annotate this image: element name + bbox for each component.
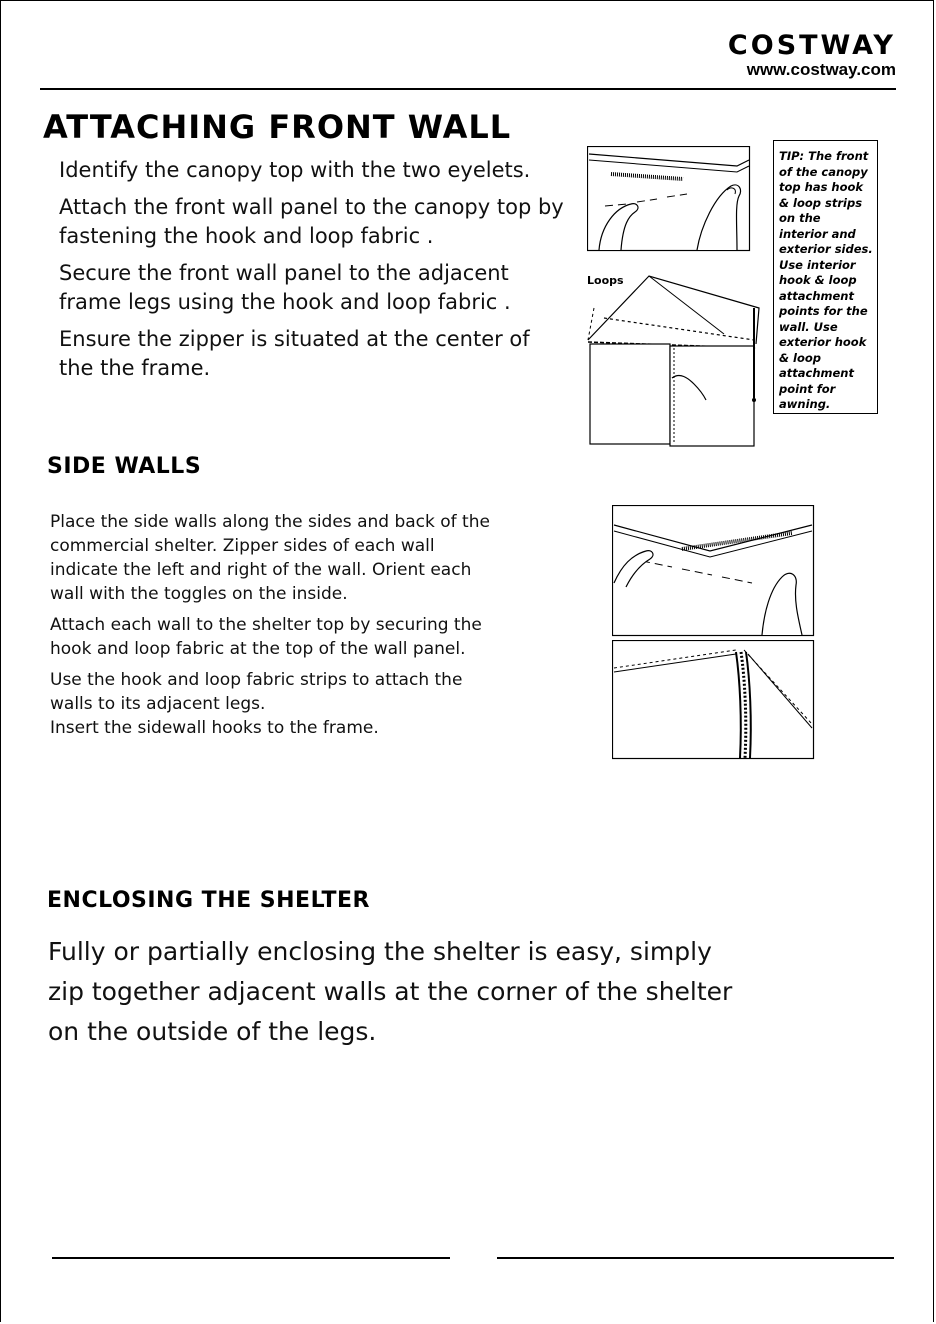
tip-box: TIP: The front of the canopy top has hook & loop strips on the interior and exterior sides. Use interior hook & loop attachment points for the wall. Use exterior hook & loop attachment point for awning. bbox=[773, 140, 878, 414]
brand-logo: COSTWAY bbox=[727, 30, 896, 61]
side-wall-steps bbox=[50, 510, 500, 747]
front-step-3: Secure the front wall panel to the adjacent frame legs using the hook and loop fabric . bbox=[59, 261, 511, 314]
brand-url: www.costway.com bbox=[746, 60, 896, 79]
figure-side-wall-top bbox=[612, 505, 815, 637]
section-title-front-wall: ATTACHING FRONT WALL bbox=[43, 108, 512, 146]
enclosing-text: Fully or partially enclosing the shelter is easy, simply zip together adjacent walls at the corner of the shelter on the outside of the legs. bbox=[48, 937, 733, 1046]
side-step-2: Attach each wall to the shelter top by securing the hook and loop fabric at the top of the wall panel. bbox=[50, 615, 482, 659]
header-divider bbox=[40, 88, 896, 90]
brand-header bbox=[728, 32, 896, 80]
side-step-1: Place the side walls along the sides and back of the commercial shelter. Zipper sides of each wall indicate the left and right of the wall. Orient each wall with the toggles on the inside. bbox=[50, 512, 490, 604]
section-title-side-walls: SIDE WALLS bbox=[47, 454, 202, 479]
section-title-enclosing: ENCLOSING THE SHELTER bbox=[47, 888, 370, 913]
loops-label: Loops bbox=[587, 274, 624, 287]
figure-side-wall-zipper bbox=[612, 640, 815, 760]
front-wall-steps bbox=[59, 156, 564, 391]
footer-rule-left bbox=[52, 1257, 450, 1259]
figure-front-wall-tent bbox=[584, 268, 774, 450]
figure-attach-canopy-top bbox=[587, 146, 751, 252]
front-step-2: Attach the front wall panel to the canopy top by fastening the hook and loop fabric . bbox=[59, 195, 564, 248]
front-step-4: Ensure the zipper is situated at the center of the the frame. bbox=[59, 327, 530, 380]
footer-rule-right bbox=[497, 1257, 894, 1259]
front-step-1: Identify the canopy top with the two eyelets. bbox=[59, 158, 531, 182]
side-step-3: Use the hook and loop fabric strips to attach the walls to its adjacent legs. bbox=[50, 670, 463, 714]
side-step-4: Insert the sidewall hooks to the frame. bbox=[50, 718, 379, 738]
